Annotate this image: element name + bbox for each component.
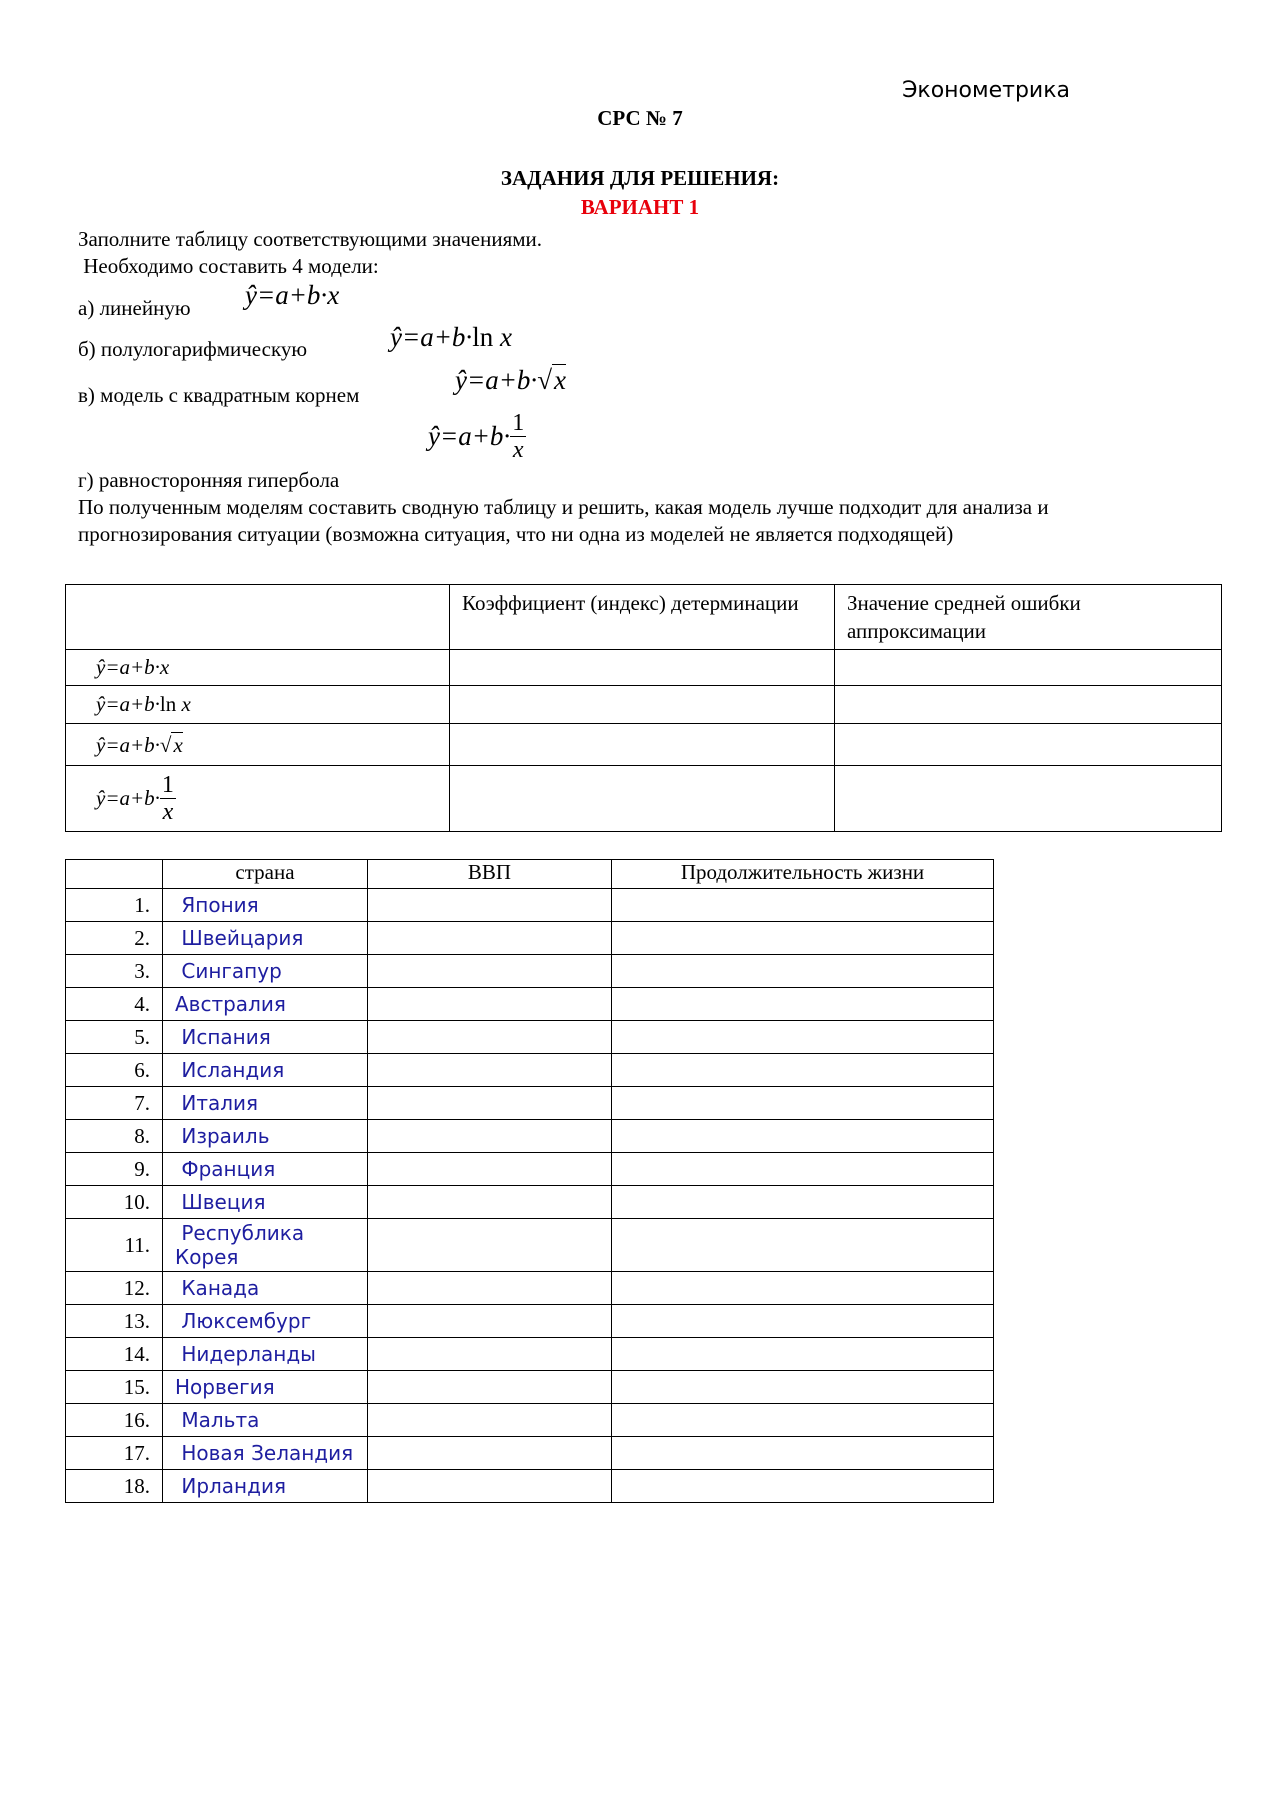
formula-hyperbola: ŷ=a+b· $\frac{1}{x}$ xyxy=(428,410,525,463)
country-name: Ирландия xyxy=(163,1470,368,1503)
table-row xyxy=(66,922,994,955)
gdp-cell[interactable] xyxy=(368,988,612,1021)
row-number: 9. xyxy=(66,1153,163,1186)
formula-linear: ŷ=a+b·x xyxy=(245,280,340,310)
row-formula-sqrt: ŷ=a+b·√x xyxy=(66,724,450,766)
country-name: Норвегия xyxy=(163,1371,368,1404)
table-row xyxy=(66,889,994,922)
country-name: Швеция xyxy=(163,1186,368,1219)
life-expectancy-cell[interactable] xyxy=(612,1120,994,1153)
number-header xyxy=(66,860,163,889)
cell-determination[interactable] xyxy=(450,724,835,766)
gdp-cell[interactable] xyxy=(368,1087,612,1120)
countries-table xyxy=(65,859,994,1503)
table-row xyxy=(66,1153,994,1186)
row-number: 17. xyxy=(66,1437,163,1470)
country-name: Австралия xyxy=(163,988,368,1021)
cell-determination[interactable] xyxy=(450,650,835,686)
row-number: 4. xyxy=(66,988,163,1021)
life-expectancy-cell[interactable] xyxy=(612,1338,994,1371)
row-number: 14. xyxy=(66,1338,163,1371)
table-row xyxy=(66,1219,994,1272)
table-row xyxy=(66,1371,994,1404)
srs-title: СРС № 7 xyxy=(597,106,683,130)
table-row xyxy=(66,988,994,1021)
life-expectancy-header: Продолжительность жизни xyxy=(612,860,994,889)
summary-empty-header xyxy=(66,585,450,650)
table-row xyxy=(66,1120,994,1153)
table-row xyxy=(66,955,994,988)
gdp-cell[interactable] xyxy=(368,1371,612,1404)
summary-instruction: По полученным моделям составить сводную таблицу и решить, какая модель лучше подходит для анализа и прогнозирования ситуации (возможна ситуация, что ни одна из моделей не является подходящей) xyxy=(78,495,1049,546)
formula-sqrt: ŷ=a+b·√x xyxy=(455,365,566,395)
table-row xyxy=(66,1404,994,1437)
country-name: Швейцария xyxy=(163,922,368,955)
variant-title: ВАРИАНТ 1 xyxy=(580,195,700,219)
table-row xyxy=(66,1087,994,1120)
life-expectancy-cell[interactable] xyxy=(612,1186,994,1219)
gdp-cell[interactable] xyxy=(368,889,612,922)
gdp-cell[interactable] xyxy=(368,1021,612,1054)
header-determination: Коэффициент (индекс) детерминации xyxy=(450,585,835,650)
life-expectancy-cell[interactable] xyxy=(612,1272,994,1305)
gdp-cell[interactable] xyxy=(368,922,612,955)
country-name: Люксембург xyxy=(163,1305,368,1338)
country-name: Новая Зеландия xyxy=(163,1437,368,1470)
life-expectancy-cell[interactable] xyxy=(612,988,994,1021)
row-number: 8. xyxy=(66,1120,163,1153)
model-b-label: б) полулогарифмическую xyxy=(78,337,308,361)
tasks-title: ЗАДАНИЯ ДЛЯ РЕШЕНИЯ: xyxy=(500,166,780,190)
row-number: 12. xyxy=(66,1272,163,1305)
model-c-label: в) модель с квадратным корнем xyxy=(78,383,360,407)
formula-semilog: ŷ=a+b·ln x xyxy=(390,322,512,352)
summary-table xyxy=(65,584,1222,832)
life-expectancy-cell[interactable] xyxy=(612,1219,994,1272)
gdp-cell[interactable] xyxy=(368,1305,612,1338)
row-number: 10. xyxy=(66,1186,163,1219)
row-number: 1. xyxy=(66,889,163,922)
gdp-cell[interactable] xyxy=(368,1470,612,1503)
life-expectancy-cell[interactable] xyxy=(612,1054,994,1087)
country-name: Мальта xyxy=(163,1404,368,1437)
table-row xyxy=(66,1305,994,1338)
model-a-label: а) линейную xyxy=(78,296,191,320)
row-number: 11. xyxy=(66,1219,163,1272)
country-name: Япония xyxy=(163,889,368,922)
row-number: 6. xyxy=(66,1054,163,1087)
gdp-cell[interactable] xyxy=(368,1272,612,1305)
row-number: 3. xyxy=(66,955,163,988)
cell-approx-error[interactable] xyxy=(835,650,1222,686)
life-expectancy-cell[interactable] xyxy=(612,1087,994,1120)
cell-determination[interactable] xyxy=(450,766,835,832)
life-expectancy-cell[interactable] xyxy=(612,1305,994,1338)
row-number: 18. xyxy=(66,1470,163,1503)
cell-approx-error[interactable] xyxy=(835,724,1222,766)
country-name: Италия xyxy=(163,1087,368,1120)
gdp-cell[interactable] xyxy=(368,955,612,988)
row-number: 15. xyxy=(66,1371,163,1404)
gdp-cell[interactable] xyxy=(368,1120,612,1153)
row-number: 7. xyxy=(66,1087,163,1120)
country-name: Испания xyxy=(163,1021,368,1054)
life-expectancy-cell[interactable] xyxy=(612,922,994,955)
header-approx-error: Значение средней ошибки аппроксимации xyxy=(835,585,1222,650)
gdp-cell[interactable] xyxy=(368,1054,612,1087)
gdp-cell[interactable] xyxy=(368,1153,612,1186)
country-name: Нидерланды xyxy=(163,1338,368,1371)
life-expectancy-cell[interactable] xyxy=(612,1153,994,1186)
row-number: 2. xyxy=(66,922,163,955)
country-name: Сингапур xyxy=(163,955,368,988)
life-expectancy-cell[interactable] xyxy=(612,955,994,988)
table-row xyxy=(66,1338,994,1371)
row-formula-linear: ŷ=a+b·x xyxy=(66,650,450,686)
row-number: 13. xyxy=(66,1305,163,1338)
cell-determination[interactable] xyxy=(450,686,835,724)
row-number: 5. xyxy=(66,1021,163,1054)
gdp-header: ВВП xyxy=(368,860,612,889)
row-formula-semilog: ŷ=a+b·ln x xyxy=(66,686,450,724)
row-number: 16. xyxy=(66,1404,163,1437)
subject-header: Эконометрика xyxy=(902,78,1070,103)
row-formula-hyperbola: ŷ=a+b· $\frac{1}{x}$ xyxy=(66,766,450,832)
country-header: страна xyxy=(163,860,368,889)
life-expectancy-cell[interactable] xyxy=(612,1371,994,1404)
table-row xyxy=(66,1054,994,1087)
intro-line-1: Заполните таблицу соответствующими значениями. xyxy=(78,227,542,251)
country-name: Исландия xyxy=(163,1054,368,1087)
model-d-label: г) равносторонняя гипербола xyxy=(78,468,340,492)
country-name: Республика Корея xyxy=(163,1219,368,1272)
gdp-cell[interactable] xyxy=(368,1219,612,1272)
table-row xyxy=(66,1186,994,1219)
life-expectancy-cell[interactable] xyxy=(612,1021,994,1054)
country-name: Канада xyxy=(163,1272,368,1305)
gdp-cell[interactable] xyxy=(368,1338,612,1371)
gdp-cell[interactable] xyxy=(368,1404,612,1437)
country-name: Израиль xyxy=(163,1120,368,1153)
gdp-cell[interactable] xyxy=(368,1186,612,1219)
life-expectancy-cell[interactable] xyxy=(612,1437,994,1470)
cell-approx-error[interactable] xyxy=(835,766,1222,832)
gdp-cell[interactable] xyxy=(368,1437,612,1470)
life-expectancy-cell[interactable] xyxy=(612,1470,994,1503)
intro-line-2: Необходимо составить 4 модели: xyxy=(78,254,379,278)
country-name: Франция xyxy=(163,1153,368,1186)
cell-approx-error[interactable] xyxy=(835,686,1222,724)
table-row xyxy=(66,1470,994,1503)
life-expectancy-cell[interactable] xyxy=(612,1404,994,1437)
table-row xyxy=(66,1437,994,1470)
table-row xyxy=(66,1272,994,1305)
life-expectancy-cell[interactable] xyxy=(612,889,994,922)
table-row xyxy=(66,1021,994,1054)
